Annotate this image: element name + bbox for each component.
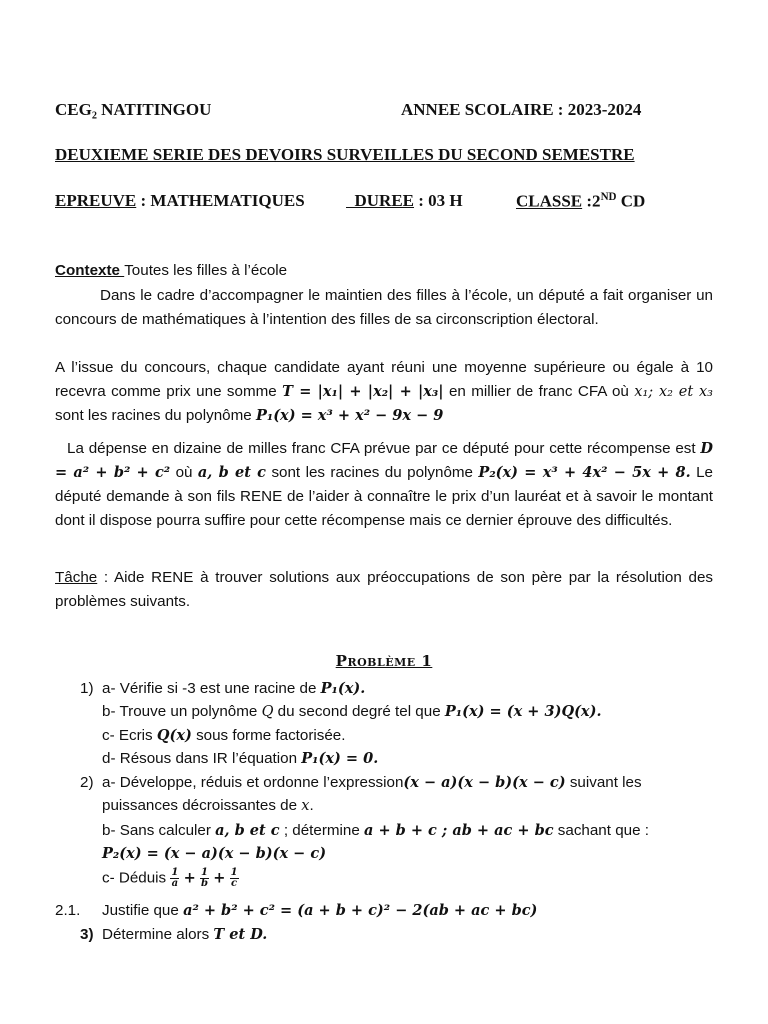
task-label: Tâche [55, 569, 98, 586]
q2-number: 2) [80, 774, 94, 791]
context-paragraph-1: Dans le cadre d’accompagner le maintien des filles à l’école, un député a fait organiser un concours de mathématiques à l’intention des filles de sa circonscription électoral. [55, 287, 713, 328]
fraction-1-b: $\frac{1}{b}$ [200, 867, 208, 889]
series-title: DEUXIEME SERIE DES DEVOIRS SURVEILLES DU SECOND SEMESTRE [55, 145, 635, 164]
q2a-line2: puissances décroissantes de x. [102, 797, 314, 814]
classe-label: CLASSE [516, 191, 583, 211]
duree-label: DUREE [354, 191, 415, 210]
context-title: Toutes les filles à l’école [124, 262, 288, 279]
epreuve-value: : MATHEMATIQUES [136, 191, 305, 210]
roots-x: x₁; x₂ et x₃ [634, 384, 713, 400]
q1b: b- Trouve un polynôme Q du second degré tel que P₁(x) = (x + 3)Q(x). [102, 703, 602, 720]
context-label: Contexte [55, 262, 125, 279]
classe-superscript: ND [600, 191, 617, 203]
q2b: b- Sans calculer a, b et c ; détermine a + b + c ; ab + ac + bc sachant que : [102, 822, 649, 839]
q3: Détermine alors T et D. [102, 926, 268, 943]
epreuve-line [55, 191, 305, 211]
fraction-1-a: $\frac{1}{a}$ [171, 867, 179, 889]
polynomial-P2: P₂(x) = x³ + 4x² − 5x + 8. [478, 464, 691, 481]
q2b-line2: P₂(x) = (x − a)(x − b)(x − c) [102, 845, 327, 862]
q2a: a- Développe, réduis et ordonne l’expression(x − a)(x − b)(x − c) suivant les [102, 774, 642, 791]
q21: Justifie que a² + b² + c² = (a + b + c)² − 2(ab + ac + bc) [102, 902, 538, 919]
task-paragraph [55, 566, 713, 614]
q21-number: 2.1. [55, 902, 81, 919]
classe-line [516, 191, 645, 212]
q1a: a- Vérifie si -3 est une racine de P₁(x). [102, 680, 366, 697]
roots-abc: a, b et c [197, 464, 267, 481]
fraction-1-c: $\frac{1}{c}$ [230, 867, 238, 889]
task-text: : Aide RENE à trouver solutions aux préoccupations de son père par la résolution des problèmes suivants. [55, 569, 713, 610]
problem-title: Problème 1 [335, 652, 433, 670]
context-paragraph-2: A l’issue du concours, chaque candidate ayant réuni une moyenne supérieure ou égale à 10 recevra comme prix une somme T = |x₁| + |x₂| + |x₃| en millier de franc CFA où x₁; x₂ et x₃ sont les racines du polynôme P₁(x) = x³ + x² − 9x − 9 [55, 359, 713, 424]
context-paragraph-3: La dépense en dizaine de milles franc CFA prévue par ce député pour cette récompense est D = a² + b² + c² où a, b et c sont les racines du polynôme P₂(x) = x³ + 4x² − 5x + 8. Le député demande à son fils RENE de l’aider à connaître le prix d’un lauréat et à savoir le montant dont il dispose pourra suffire pour cette récompense mais ce dernier éprouve des difficultés. [55, 440, 713, 529]
epreuve-label: EPREUVE [55, 191, 137, 210]
formula-D: D = a² + b² + c² [55, 440, 713, 481]
school-name: CEG₂ NATITINGOU [55, 100, 212, 119]
school-year: ANNEE SCOLAIRE : 2023-2024 [401, 100, 642, 119]
q1-number: 1) [80, 680, 94, 697]
q2c: c- Déduis $\frac{1}{a}$ + $\frac{1}{b}$ + $\frac{1}{c}$ [102, 867, 238, 889]
duree-line [346, 191, 463, 211]
formula-T: T = |x₁| + |x₂| + |x₃| [282, 383, 444, 400]
q1c: c- Ecris Q(x) sous forme factorisée. [102, 727, 346, 744]
classe-value: :2 [582, 191, 601, 211]
classe-value-b: CD [616, 191, 646, 211]
duree-value: : 03 H [414, 191, 463, 210]
context-heading [55, 262, 287, 279]
q3-number: 3) [80, 926, 94, 943]
q1d: d- Résous dans IR l’équation P₁(x) = 0. [102, 750, 379, 767]
polynomial-P1: P₁(x) = x³ + x² − 9x − 9 [255, 407, 444, 424]
